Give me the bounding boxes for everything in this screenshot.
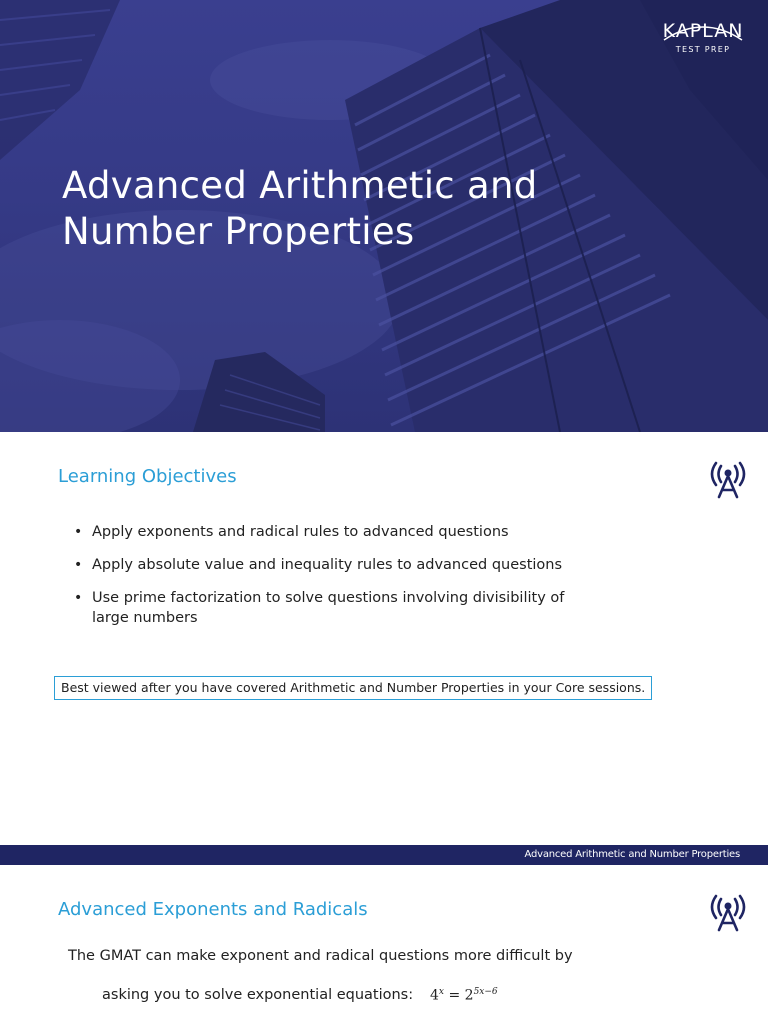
kaplan-logo	[658, 20, 748, 55]
exponents-prompt-text: asking you to solve exponential equations:	[102, 987, 414, 1003]
broadcast-tower-icon	[706, 890, 750, 934]
advanced-exponents-heading: Advanced Exponents and Radicals	[58, 899, 368, 920]
advanced-exponents-slide	[0, 865, 768, 1024]
hero-title	[62, 163, 622, 255]
equation-right-base: 2	[464, 987, 474, 1004]
hero-title-line-2: Number Properties	[62, 210, 415, 253]
exponents-intro-text: The GMAT can make exponent and radical questions more difficult by	[68, 948, 573, 964]
hero-title-line-1: Advanced Arithmetic and	[62, 164, 538, 207]
list-item: • Use prime factorization to solve questions involving divisibility of large numbers	[72, 588, 572, 628]
learning-objectives-heading: Learning Objectives	[58, 466, 237, 487]
logo-subtitle-text: TEST PREP	[675, 45, 731, 54]
slide-footer-band	[0, 845, 768, 865]
list-item: • Apply exponents and radical rules to advanced questions	[72, 522, 572, 542]
prerequisite-note: Best viewed after you have covered Arithmetic and Number Properties in your Core sessions.	[54, 676, 652, 700]
footer-label: Advanced Arithmetic and Number Properties	[524, 849, 740, 860]
learning-objectives-slide	[0, 432, 768, 845]
broadcast-tower-icon	[706, 457, 750, 501]
list-item: • Apply absolute value and inequality rules to advanced questions	[72, 555, 572, 575]
equation-left-base: 4	[430, 987, 439, 1004]
logo-arc-icon	[656, 18, 750, 48]
objectives-list	[72, 522, 572, 641]
title-slide	[0, 0, 768, 432]
equation-right-exponent: 5x−6	[473, 987, 498, 997]
exponential-equation	[430, 987, 498, 1004]
logo-brand-text: KAPLAN	[662, 20, 744, 42]
equation-equals: =	[448, 987, 461, 1004]
equation-left-exponent: x	[438, 987, 444, 997]
